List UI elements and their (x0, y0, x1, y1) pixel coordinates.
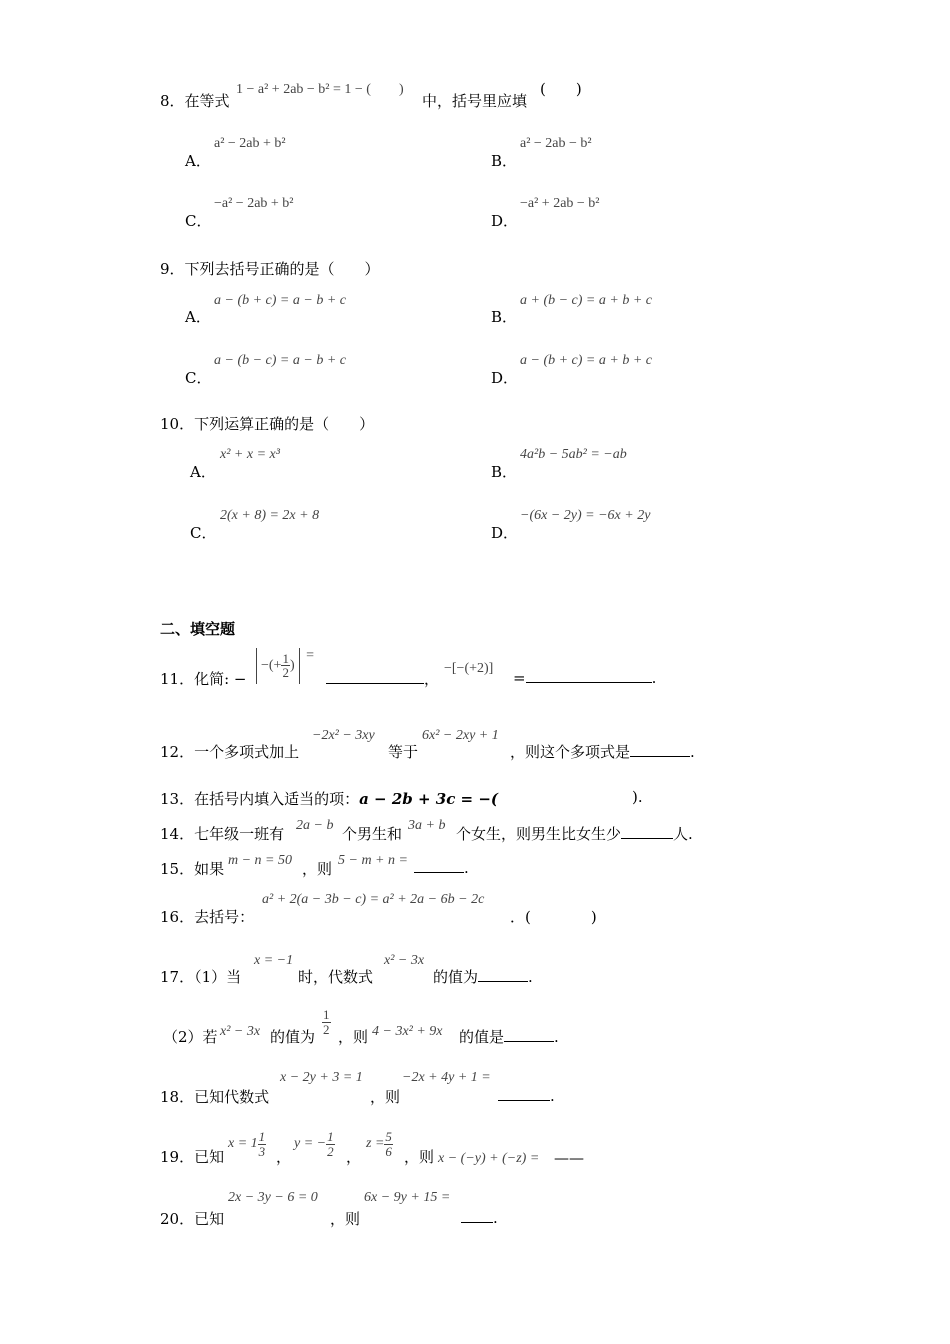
q13-close: ). (632, 788, 643, 806)
q20-expr-2: 6x − 9y + 15 = (364, 1190, 451, 1205)
q11-equals-2: = (513, 669, 526, 687)
q17-part2-fraction (322, 1008, 331, 1036)
q12-expr-1: −2x² − 3xy (312, 728, 375, 743)
q18-expr-1: x − 2y + 3 = 1 (280, 1070, 363, 1085)
q12-period: . (690, 743, 695, 761)
q19-x-lhs: x = 1 (228, 1136, 258, 1152)
q8-option-b-label: B． (491, 152, 518, 170)
q12-mid: 等于 (388, 743, 419, 761)
q11-expr-2: −[−(+2)] (444, 661, 494, 676)
q16-expr: a² + 2(a − 3b − c) = a² + 2a − 6b − 2c (262, 892, 485, 907)
q8-option-d-expr: −a² + 2ab − b² (520, 196, 600, 211)
q14-tail: 个女生，则男生比女生少 (456, 825, 622, 843)
q17-cond: x = −1 (254, 953, 294, 968)
q8-stem (160, 90, 230, 111)
q13-line (160, 788, 498, 809)
q17-expr: x² − 3x (384, 953, 425, 968)
q12-tail: ，则这个多项式是 (510, 743, 631, 761)
q17-period-2: . (554, 1028, 559, 1046)
q8-option-c-expr: −a² − 2ab + b² (214, 196, 294, 211)
q14-number: 14．七年级一班有 (160, 825, 285, 843)
q11-frac-den: 2 (282, 665, 289, 681)
q20-mid: ，则 (330, 1210, 361, 1228)
q18-number: 18．已知代数式 (160, 1088, 270, 1106)
q15-period: . (464, 859, 469, 877)
q10-option-b-expr: 4a²b − 5ab² = −ab (520, 447, 627, 462)
q19-z-value (366, 1130, 393, 1158)
q8-mid-text: 中，括号里应填 (422, 92, 528, 110)
q12-blank[interactable] (630, 742, 690, 757)
q10-option-b-label: B． (491, 463, 518, 481)
q12-number: 12．一个多项式加上 (160, 743, 300, 761)
q15-expr-2: 5 − m + n = (338, 853, 408, 868)
q17-part2-expr-2: 4 − 3x² + 9x (372, 1024, 443, 1039)
q19-y-frac (326, 1130, 335, 1158)
q19-x-den: 3 (258, 1143, 266, 1159)
q17-mid: 时，代数式 (298, 968, 374, 986)
q14-end: 人. (673, 825, 693, 843)
q12-tail-wrap (510, 741, 695, 762)
q14-blank[interactable] (621, 824, 673, 839)
q10-option-a-label: A． (190, 463, 216, 481)
q20-number: 20．已知 (160, 1210, 225, 1228)
q9-option-a-expr: a − (b + c) = a − b + c (214, 293, 346, 308)
q10-option-d-label: D． (491, 524, 519, 542)
q19-y-lhs: y = − (294, 1136, 327, 1152)
q15-blank[interactable] (414, 858, 464, 873)
q19-z-frac (384, 1130, 393, 1158)
q17-part2-tail: 的值是 (459, 1028, 505, 1046)
q9-option-c-expr: a − (b − c) = a − b + c (214, 353, 346, 368)
q17-number: 17．（1）当 (160, 968, 242, 986)
q16-number: 16．去括号： (160, 908, 255, 926)
q19-y-num: 1 (327, 1129, 334, 1144)
q8-option-a-label: A． (185, 152, 211, 170)
q17-blank-1[interactable] (478, 967, 528, 982)
q10-option-c-expr: 2(x + 8) = 2x + 8 (220, 508, 320, 523)
q17-part2-expr: x² − 3x (220, 1024, 261, 1039)
q19-x-value (228, 1130, 266, 1158)
q9-option-d-expr: a − (b + c) = a + b + c (520, 353, 652, 368)
q9-option-b-label: B． (491, 308, 518, 326)
q14-expr-1: 2a − b (296, 818, 334, 833)
q8-answer-paren: ( ) (540, 80, 582, 98)
section-title-fill-in: 二、填空题 (160, 620, 236, 638)
q19-z-den: 6 (385, 1143, 392, 1159)
q14-tail-wrap (456, 823, 693, 844)
q8-option-b-expr: a² − 2ab − b² (520, 136, 592, 151)
q11-number: 11．化简: − (160, 670, 247, 688)
q20-period: . (493, 1209, 498, 1227)
q13-expr: a − 2b + 3c = −( (359, 790, 499, 808)
q18-blank[interactable] (498, 1086, 550, 1101)
q11-blank-2-wrap (513, 668, 656, 687)
q11-abs-close: ) (289, 658, 295, 673)
q11-blank-1-wrap (326, 668, 439, 689)
q17-half-den: 2 (323, 1021, 330, 1037)
q17-blank-2[interactable] (504, 1027, 554, 1042)
q19-y-den: 2 (327, 1143, 334, 1159)
q13-text: 13．在括号内填入适当的项： (160, 790, 360, 808)
q11-abs-expression (256, 648, 314, 684)
q10-option-a-expr: x² + x = x³ (220, 447, 280, 462)
q17-period-1: . (528, 968, 533, 986)
q19-sep-1: ， (276, 1148, 292, 1166)
q8-option-d-label: D． (491, 212, 519, 230)
q19-x-num: 1 (258, 1129, 266, 1144)
q11-equals-1: = (306, 648, 315, 663)
q15-number: 15．如果 (160, 860, 225, 878)
q11-abs-inner: −(+ (261, 658, 282, 673)
q15-blank-wrap (414, 858, 469, 877)
q9-stem: 9．下列去括号正确的是（ ） (160, 260, 380, 278)
q17-part2-tail-wrap (459, 1026, 559, 1047)
q18-mid: ，则 (370, 1088, 401, 1106)
q19-z-num: 5 (385, 1129, 392, 1144)
q19-then: ，则 (404, 1148, 435, 1166)
q17-part2-mid: 的值为 (270, 1028, 316, 1046)
q17-half-num: 1 (323, 1007, 330, 1022)
q15-expr-1: m − n = 50 (228, 853, 293, 868)
q11-abs-bars (256, 648, 300, 684)
q8-option-a-expr: a² − 2ab + b² (214, 136, 286, 151)
q8-number: 8．在等式 (160, 92, 230, 110)
q17-part2-then: ，则 (338, 1028, 369, 1046)
q11-blank-2[interactable] (526, 668, 652, 683)
q8-option-c-label: C． (185, 212, 212, 230)
q19-x-frac (258, 1130, 267, 1158)
q19-sep-2: ， (346, 1148, 362, 1166)
q19-number: 19．已知 (160, 1148, 225, 1166)
q9-option-c-label: C． (185, 369, 212, 387)
q19-y-value (294, 1130, 335, 1158)
q14-expr-2: 3a + b (408, 818, 446, 833)
q11-frac-num: 1 (282, 650, 289, 666)
q10-option-c-label: C． (190, 524, 217, 542)
q18-period: . (550, 1087, 555, 1105)
q19-z-lhs: z = (366, 1136, 385, 1152)
q11-comma: ， (424, 670, 440, 688)
q11-blank-1[interactable] (326, 669, 424, 684)
q20-expr-1: 2x − 3y − 6 = 0 (228, 1190, 318, 1205)
q20-blank[interactable] (461, 1208, 493, 1223)
q20-blank-wrap (461, 1208, 498, 1227)
q19-answer-dash[interactable]: —— (554, 1149, 584, 1167)
q10-stem: 10．下列运算正确的是（ ） (160, 415, 375, 433)
q16-tail: ．( ) (510, 908, 597, 926)
q9-option-b-expr: a + (b − c) = a + b + c (520, 293, 652, 308)
q9-option-a-label: A． (185, 308, 211, 326)
q10-option-d-expr: −(6x − 2y) = −6x + 2y (520, 508, 651, 523)
q11-period: . (651, 669, 657, 687)
q15-mid: ，则 (302, 860, 333, 878)
q17-half (322, 1008, 331, 1036)
q9-option-d-label: D． (491, 369, 519, 387)
q18-expr-2: −2x + 4y + 1 = (402, 1070, 491, 1085)
q17-part2-start: （2）若 (163, 1028, 218, 1046)
q8-equation: 1 − a² + 2ab − b² = 1 − ( ) (236, 82, 404, 97)
q12-expr-2: 6x² − 2xy + 1 (422, 728, 499, 743)
q18-blank-wrap (498, 1086, 555, 1105)
q19-expr: x − (−y) + (−z) = (438, 1151, 540, 1166)
q11-fraction (281, 652, 290, 680)
q14-mid: 个男生和 (342, 825, 403, 843)
q17-tail: 的值为 (433, 968, 479, 986)
q17-tail-wrap (433, 966, 533, 987)
